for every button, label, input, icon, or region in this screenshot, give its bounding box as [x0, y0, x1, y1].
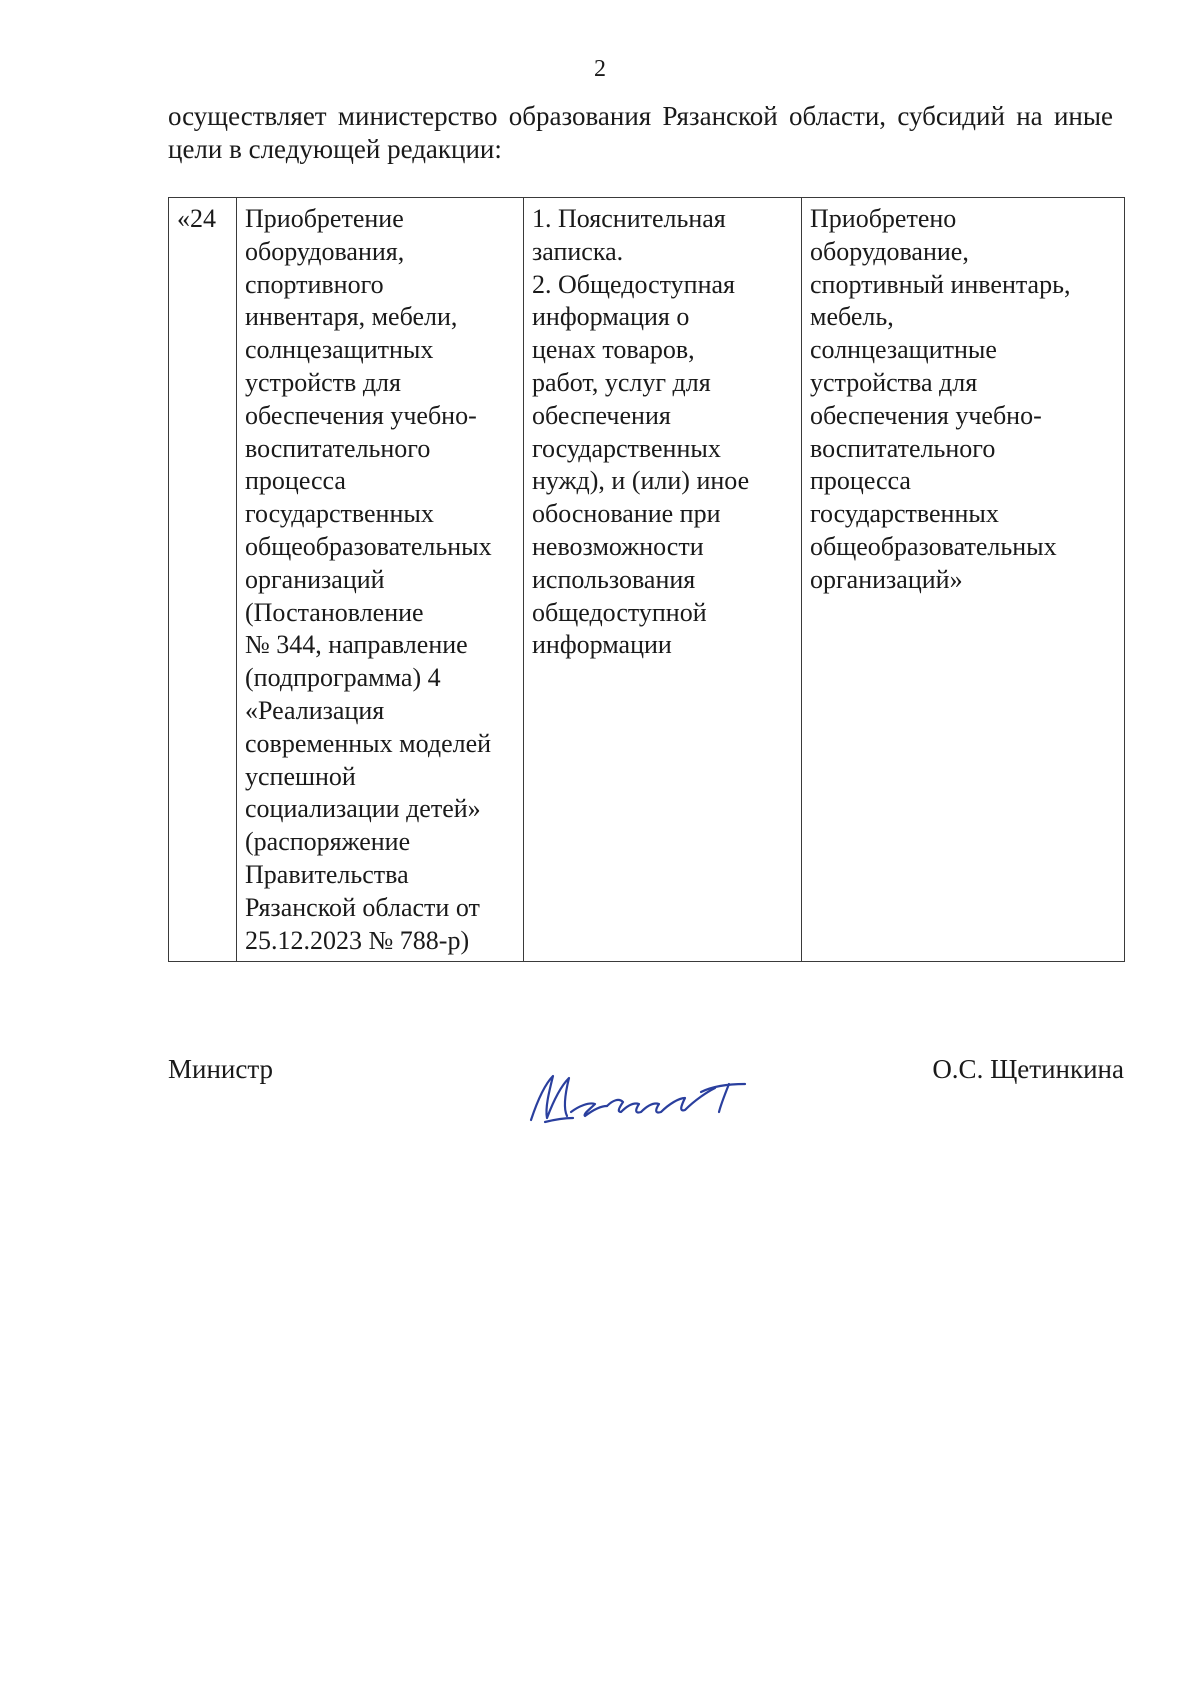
handwritten-signature	[523, 1062, 763, 1132]
table-row	[169, 198, 1125, 962]
description-cell: Приобретение оборудования, спортивного инвентаря, мебели, солнцезащитных устройств для обеспечения учебно- воспитательного процесса государственных общеобразовательных организаций (Постановление № 344, направление (подпрограмма) 4 «Реализация современных моделей успешной социализации детей» (распоряжение Правительства Рязанской области от 25.12.2023 № 788-р)	[237, 198, 524, 962]
page-number: 2	[594, 56, 606, 82]
subsidy-table	[168, 197, 1125, 962]
signature-block	[168, 1050, 1124, 1140]
documents-cell: 1. Пояснительная записка. 2. Общедоступная информация о ценах товаров, работ, услуг для обеспечения государственных нужд), и (или) иное обоснование при невозможности использования общедоступной информации	[524, 198, 802, 962]
signatory-name: О.С. Щетинкина	[932, 1054, 1124, 1084]
result-cell: Приобретено оборудование, спортивный инвентарь, мебель, солнцезащитные устройства для обеспечения учебно- воспитательного процесса государственных общеобразовательных организаций»	[802, 198, 1125, 962]
row-number-cell: «24	[169, 198, 237, 962]
signatory-title: Министр	[168, 1054, 273, 1084]
intro-paragraph: осуществляет министерство образования Рязанской области, субсидий на иные цели в следующей редакции:	[168, 101, 1113, 164]
